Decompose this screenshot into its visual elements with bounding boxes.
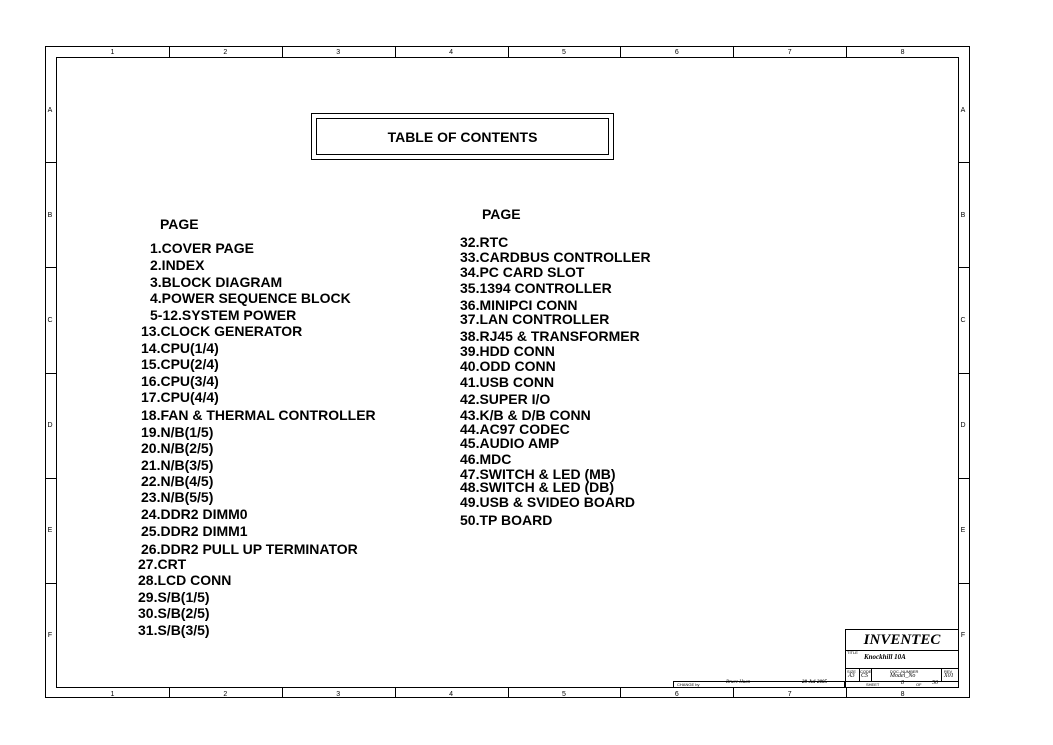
zone-row-label: E <box>960 527 966 535</box>
toc-entry: 29.S/B(1/5) <box>138 589 210 605</box>
toc-entry: 16.CPU(3/4) <box>141 373 219 389</box>
toc-entry: 22.N/B(4/5) <box>141 473 214 489</box>
toc-entry: 19.N/B(1/5) <box>141 424 214 440</box>
zone-column-label: 5 <box>561 49 566 56</box>
zone-row-label: B <box>960 211 966 219</box>
toc-entry: 47.SWITCH & LED (MB) <box>460 466 616 482</box>
company-logo-text: INVENTEC <box>846 630 958 651</box>
zone-column-label: 3 <box>336 49 341 56</box>
toc-entry: 34.PC CARD SLOT <box>460 264 585 280</box>
zone-column-label: 1 <box>110 49 115 56</box>
change-date: 28-Jul-2005 <box>802 680 827 685</box>
zone-row-label: A <box>960 106 966 114</box>
toc-entry: 20.N/B(2/5) <box>141 440 214 456</box>
toc-entry: 37.LAN CONTROLLER <box>460 311 610 327</box>
toc-entry: 14.CPU(1/4) <box>141 340 219 356</box>
zone-column-label: 4 <box>449 691 454 698</box>
toc-entry: 17.CPU(4/4) <box>141 389 219 405</box>
toc-entry: 36.MINIPCI CONN <box>460 297 578 313</box>
toc-entry: 24.DDR2 DIMM0 <box>141 506 248 522</box>
zone-column-label: 6 <box>674 49 679 56</box>
toc-entry: 28.LCD CONN <box>138 572 232 588</box>
toc-entry: 1.COVER PAGE <box>150 240 254 256</box>
toc-entry: 49.USB & SVIDEO BOARD <box>460 494 636 510</box>
zone-column-label: 8 <box>900 691 905 698</box>
toc-entry: 38.RJ45 & TRANSFORMER <box>460 328 640 344</box>
toc-entry: 39.HDD CONN <box>460 343 555 359</box>
zone-column-label: 2 <box>223 49 228 56</box>
zone-column-label: 2 <box>223 691 228 698</box>
toc-entry: 50.TP BOARD <box>460 512 553 528</box>
toc-entry: 30.S/B(2/5) <box>138 605 210 621</box>
toc-title-box <box>311 113 614 160</box>
toc-entry: 27.CRT <box>138 556 187 572</box>
column-header: PAGE <box>482 206 521 222</box>
zone-row-label: F <box>47 632 53 640</box>
zone-column-label: 6 <box>674 691 679 698</box>
code-label: CODE <box>860 669 872 674</box>
toc-entry: 43.K/B & D/B CONN <box>460 407 591 423</box>
toc-entry: 13.CLOCK GENERATOR <box>141 323 303 339</box>
size-label: SIZE <box>847 669 856 674</box>
toc-entry: 42.SUPER I/O <box>460 391 551 407</box>
change-block <box>673 681 845 688</box>
zone-row-label: C <box>47 316 53 324</box>
title-block <box>845 629 959 688</box>
rev-value: X01 <box>944 673 954 679</box>
zone-column-label: 5 <box>561 691 566 698</box>
toc-entry: 23.N/B(5/5) <box>141 489 214 505</box>
zone-column-label: 1 <box>110 691 115 698</box>
zone-row-label: D <box>47 422 53 430</box>
toc-entry: 25.DDR2 DIMM1 <box>141 523 248 539</box>
toc-entry: 41.USB CONN <box>460 374 555 390</box>
zone-column-label: 7 <box>787 49 792 56</box>
toc-entry: 33.CARDBUS CONTROLLER <box>460 249 651 265</box>
toc-entry: 5-12.SYSTEM POWER <box>150 307 297 323</box>
toc-entry: 48.SWITCH & LED (DB) <box>460 479 614 495</box>
toc-entry: 21.N/B(3/5) <box>141 457 214 473</box>
zone-column-label: 7 <box>787 691 792 698</box>
size-value: A3 <box>848 673 855 679</box>
of-label: OF <box>916 682 922 687</box>
zone-row-label: F <box>960 632 966 640</box>
toc-entry: 40.ODD CONN <box>460 358 556 374</box>
doc-number-label: DOC. NUMBER <box>890 669 919 674</box>
zone-row-label: C <box>960 316 966 324</box>
page-title: TABLE OF CONTENTS <box>316 118 609 155</box>
zone-row-label: E <box>47 527 53 535</box>
toc-entry: 45.AUDIO AMP <box>460 435 560 451</box>
toc-entry: 32.RTC <box>460 234 509 250</box>
title-label: TITLE <box>847 650 858 655</box>
zone-row-label: A <box>47 106 53 114</box>
title-value: Knockhill 10A <box>864 653 906 661</box>
of-value: 50 <box>932 680 938 686</box>
toc-entry: 35.1394 CONTROLLER <box>460 280 612 296</box>
zone-column-label: 8 <box>900 49 905 56</box>
change-name: Bruce Huan <box>726 680 751 685</box>
doc-number-value: Model_No <box>890 673 916 679</box>
zone-row-label: B <box>47 211 53 219</box>
toc-entry: 18.FAN & THERMAL CONTROLLER <box>141 407 376 423</box>
change-label: CHANGE by <box>677 682 700 687</box>
toc-entry: 4.POWER SEQUENCE BLOCK <box>150 290 351 306</box>
toc-entry: 26.DDR2 PULL UP TERMINATOR <box>141 541 358 557</box>
toc-entry: 46.MDC <box>460 451 512 467</box>
sheet-label: SHEET <box>866 682 880 687</box>
rev-label: REV <box>944 669 953 674</box>
toc-entry: 15.CPU(2/4) <box>141 356 219 372</box>
zone-row-label: D <box>960 422 966 430</box>
code-value: CS <box>861 673 869 679</box>
sheet-value: 8 <box>901 680 904 686</box>
toc-entry: 2.INDEX <box>150 257 205 273</box>
toc-entry: 31.S/B(3/5) <box>138 622 210 638</box>
toc-entry: 3.BLOCK DIAGRAM <box>150 274 283 290</box>
toc-entry: 44.AC97 CODEC <box>460 421 570 437</box>
zone-column-label: 4 <box>449 49 454 56</box>
column-header: PAGE <box>160 216 199 232</box>
zone-column-label: 3 <box>336 691 341 698</box>
